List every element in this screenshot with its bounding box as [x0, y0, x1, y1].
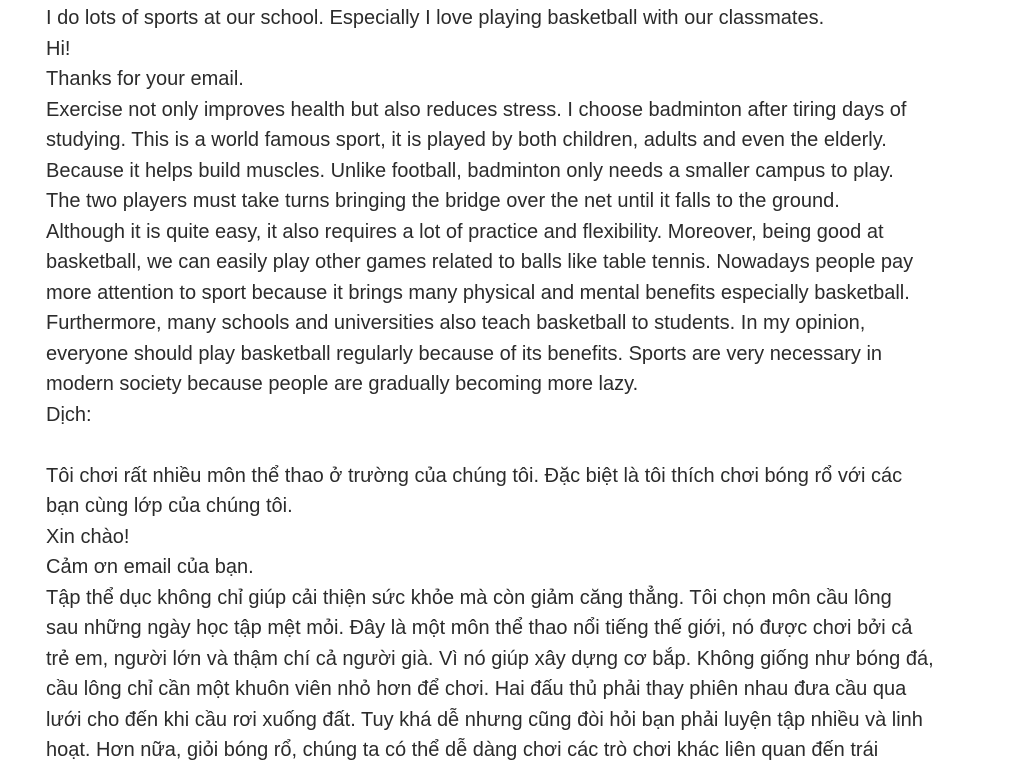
english-body-line: The two players must take turns bringing the bridge over the net until it falls to the ground.	[46, 190, 840, 212]
vietnamese-body-line: sau những ngày học tập mệt mỏi. Đây là một môn thể thao nổi tiếng thế giới, nó được chơi bởi cả	[46, 617, 913, 639]
english-body-line: Exercise not only improves health but also reduces stress. I choose badminton after tiring days of	[46, 98, 907, 121]
english-body-line: Because it helps build muscles. Unlike football, badminton only needs a smaller campus to play.	[46, 159, 894, 182]
english-body-line: basketball, we can easily play other games related to balls like table tennis. Nowadays people pay	[46, 251, 914, 273]
vietnamese-body-line: lưới cho đến khi cầu rơi xuống đất. Tuy khá dễ nhưng cũng đòi hỏi bạn phải luyện tập nhiều và linh	[46, 708, 923, 731]
vietnamese-body-line: Tập thể dục không chỉ giúp cải thiện sức khỏe mà còn giảm căng thẳng. Tôi chọn môn cầu lông	[46, 586, 892, 609]
english-body-line: Furthermore, many schools and universities also teach basketball to students. In my opinion,	[46, 312, 866, 334]
vietnamese-intro-line: bạn cùng lớp của chúng tôi.	[46, 495, 293, 517]
english-thanks: Thanks for your email.	[46, 68, 244, 90]
english-body-line: studying. This is a world famous sport, it is played by both children, adults and even the elderly.	[46, 129, 887, 151]
english-intro: I do lots of sports at our school. Especially I love playing basketball with our classmates.	[46, 7, 825, 29]
document-text	[46, 3, 946, 766]
blank-line	[46, 430, 946, 461]
vietnamese-intro-line: Tôi chơi rất nhiều môn thể thao ở trường của chúng tôi. Đặc biệt là tôi thích chơi bóng rổ với các	[46, 464, 903, 487]
vietnamese-body-line: trẻ em, người lớn và thậm chí cả người già. Vì nó giúp xây dựng cơ bắp. Không giống như bóng đá,	[46, 647, 934, 670]
vietnamese-greeting: Xin chào!	[46, 525, 130, 548]
english-body-line: more attention to sport because it brings many physical and mental benefits especially basketball.	[46, 281, 910, 304]
english-body-line: everyone should play basketball regularly because of its benefits. Sports are very necessary in	[46, 342, 883, 365]
english-greeting: Hi!	[46, 37, 71, 60]
vietnamese-body-line: cầu lông chỉ cần một khuôn viên nhỏ hơn để chơi. Hai đấu thủ phải thay phiên nhau đưa cầu qua	[46, 678, 907, 700]
vietnamese-body-line: hoạt. Hơn nữa, giỏi bóng rổ, chúng ta có thể dễ dàng chơi các trò chơi khác liên quan đến trái	[46, 739, 879, 761]
vietnamese-thanks: Cảm ơn email của bạn.	[46, 556, 254, 578]
english-body-line: modern society because people are gradually becoming more lazy.	[46, 373, 639, 395]
english-body-line: Although it is quite easy, it also requires a lot of practice and flexibility. Moreover, being good at	[46, 220, 884, 243]
translation-label: Dịch:	[46, 403, 92, 426]
